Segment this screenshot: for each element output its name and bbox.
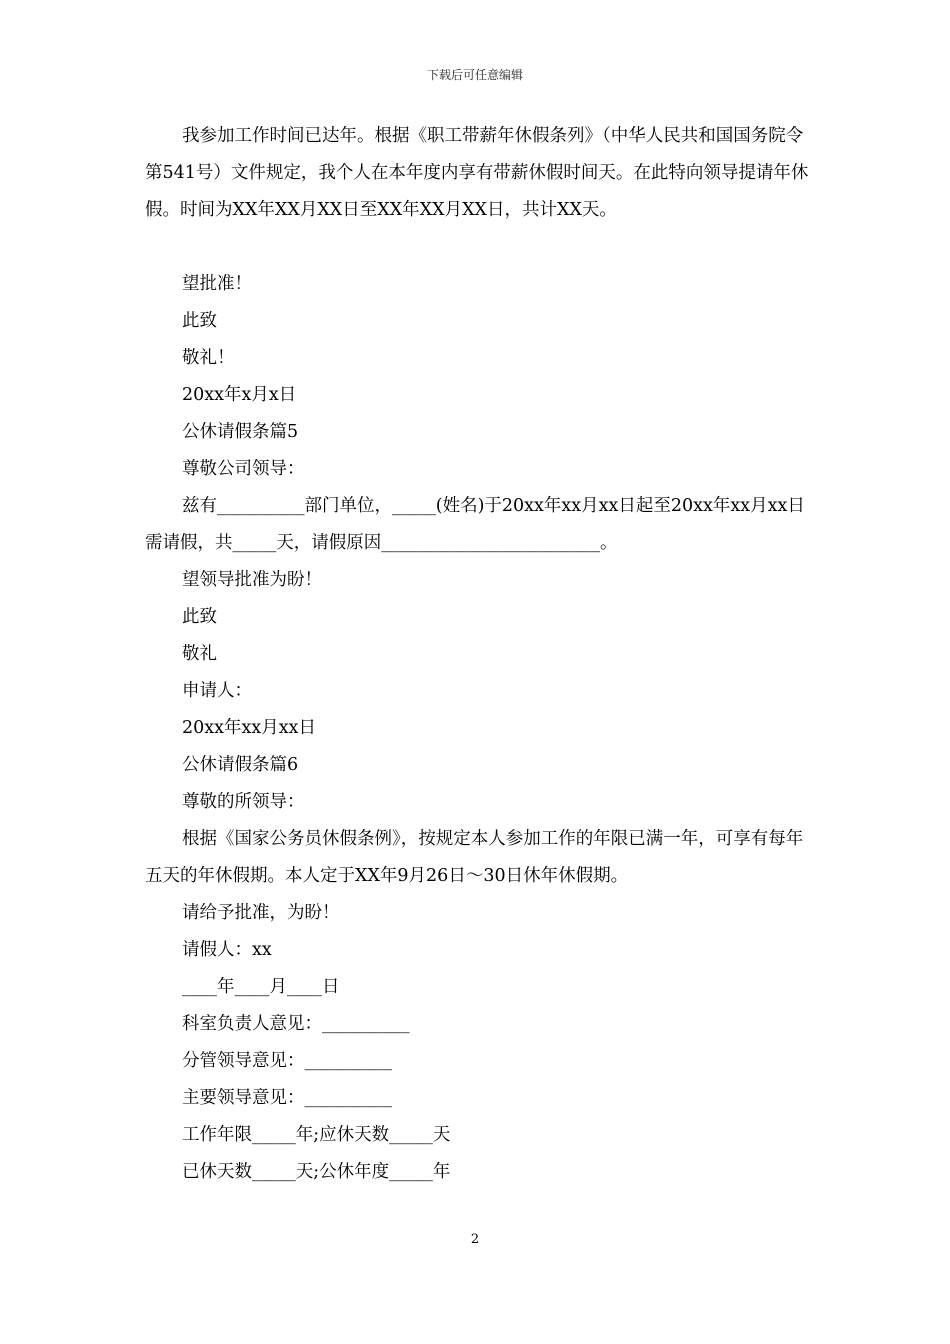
closing-approval: 望领导批准为盼！ — [182, 570, 322, 590]
closing-approval: 请给予批准，为盼！ — [182, 903, 340, 923]
days-taken-line: 已休天数_____天;公休年度_____年 — [182, 1162, 451, 1182]
date-line: 20xx年xx月xx日 — [182, 718, 316, 738]
paragraph-leave-request-1: 我参加工作时间已达年。根据《职工带薪年休假条列》（中华人民共和国国务院令第541号）文件规定，我个人在本年度内享有带薪休假时间天。在此特向领导提请年休假。时间为XX年XX月XX日至XX年XX月XX日，共计XX天。 — [145, 126, 809, 220]
section-heading-6: 公休请假条篇6 — [182, 755, 299, 775]
date-line: 20xx年x月x日 — [182, 385, 297, 405]
blank-line — [145, 229, 815, 266]
greeting-line: 尊敬的所领导： — [182, 792, 305, 812]
section-heading-5: 公休请假条篇5 — [182, 422, 299, 442]
closing-approval: 望批准！ — [182, 274, 252, 294]
main-leader-opinion-line: 主要领导意见：__________ — [182, 1088, 392, 1108]
page-header: 下载后可任意编辑 — [426, 68, 523, 82]
department-opinion-line: 科室负责人意见：__________ — [182, 1014, 410, 1034]
date-blank-line: ____年____月____日 — [182, 977, 340, 997]
supervisor-opinion-line: 分管领导意见：__________ — [182, 1051, 392, 1071]
closing-salutation: 此致 — [182, 607, 217, 627]
document-body — [145, 118, 815, 1191]
closing-salutation: 此致 — [182, 311, 217, 331]
greeting-line: 尊敬公司领导： — [182, 459, 305, 479]
work-years-line: 工作年限_____年;应休天数_____天 — [182, 1125, 451, 1145]
applicant-line: 申请人： — [182, 681, 252, 701]
paragraph-leave-request-2: 兹有__________部门单位，_____(姓名)于20xx年xx月xx日起至20xx年xx月xx日需请假，共_____天，请假原因_________________________。 — [145, 496, 805, 553]
closing-regards: 敬礼 — [182, 644, 217, 664]
closing-regards: 敬礼！ — [182, 348, 235, 368]
paragraph-leave-request-3: 根据《国家公务员休假条例》，按规定本人参加工作的年限已满一年，可享有每年五天的年休假期。本人定于XX年9月26日～30日休年休假期。 — [145, 829, 804, 886]
requester-line: 请假人：xx — [182, 940, 272, 960]
page-number: 2 — [470, 1232, 480, 1247]
